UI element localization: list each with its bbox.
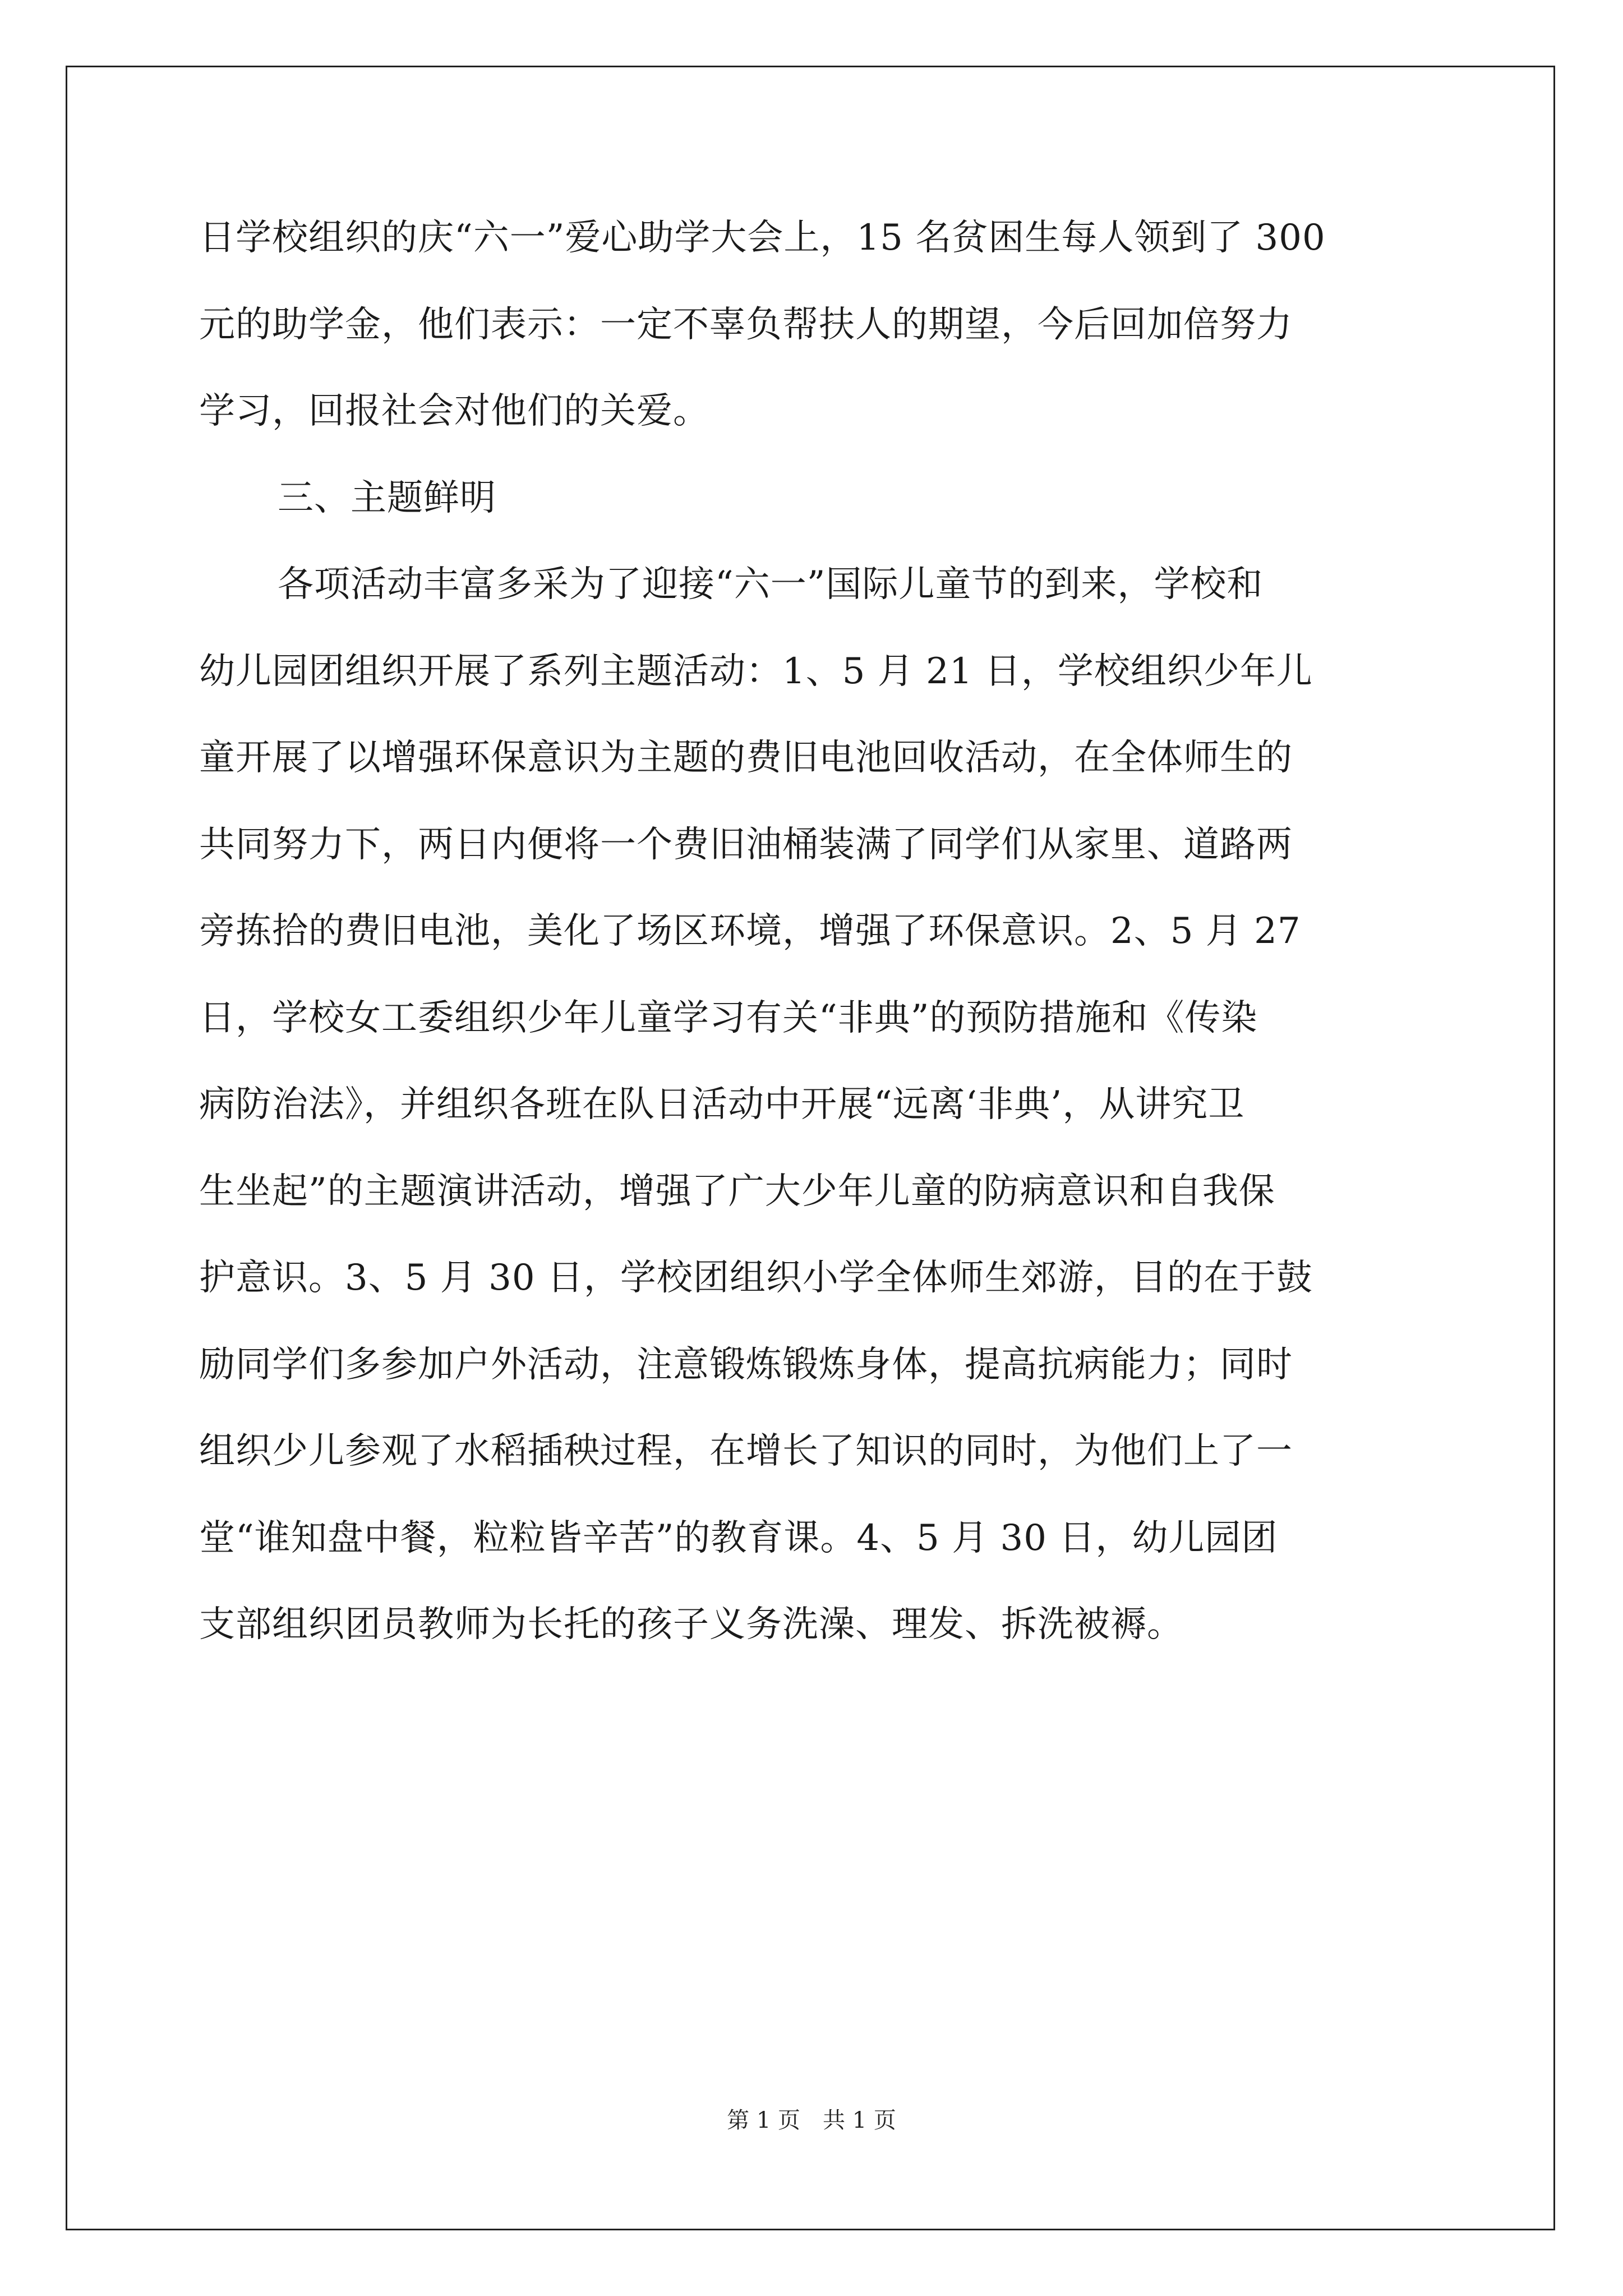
text-line-8: 共同努力下，两日内便将一个费旧油桶装满了同学们从家里、道路两 xyxy=(199,823,1293,866)
text-line-7: 童开展了以增强环保意识为主题的费旧电池回收活动，在全体师生的 xyxy=(199,737,1293,779)
text-line-10: 日，学校女工委组织少年儿童学习有关“非典”的预防措施和《传染 xyxy=(199,997,1258,1039)
text-line-14: 励同学们多参加户外活动，注意锻炼锻炼身体，提高抗病能力；同时 xyxy=(199,1343,1293,1386)
document-body xyxy=(199,217,1422,1694)
text-line-9: 旁拣拾的费旧电池，美化了场区环境，增强了环保意识。2、5 月 27 xyxy=(199,910,1301,952)
text-line-17: 支部组织团员教师为长托的孩子义务洗澡、理发、拆洗被褥。 xyxy=(199,1604,1183,1645)
text-line-1: 日学校组织的庆“六一”爱心助学大会上，15 名贫困生每人领到了 300 xyxy=(199,217,1326,259)
text-line-12: 生坐起”的主题演讲活动，增强了广大少年儿童的防病意识和自我保 xyxy=(199,1170,1275,1212)
section-heading: 三、主题鲜明 xyxy=(278,477,496,519)
text-line-6: 幼儿园团组织开展了系列主题活动：1、5 月 21 日，学校组织少年儿 xyxy=(199,650,1313,692)
text-line-15: 组织少儿参观了水稻插秧过程，在增长了知识的同时，为他们上了一 xyxy=(199,1430,1293,1472)
text-line-2: 元的助学金，他们表示：一定不辜负帮扶人的期望，今后回加倍努力 xyxy=(199,303,1293,346)
text-line-5: 各项活动丰富多采为了迎接“六一”国际儿童节的到来，学校和 xyxy=(278,564,1264,605)
page-footer: 第 1 页 共 1 页 xyxy=(727,2108,896,2133)
text-line-13: 护意识。3、5 月 30 日，学校团组织小学全体师生郊游，目的在于鼓 xyxy=(199,1257,1313,1299)
text-line-16: 堂“谁知盘中餐，粒粒皆辛苦”的教育课。4、5 月 30 日，幼儿园团 xyxy=(199,1517,1278,1559)
text-line-11: 病防治法》，并组织各班在队日活动中开展“远离‘非典’，从讲究卫 xyxy=(199,1084,1245,1125)
text-line-3: 学习，回报社会对他们的关爱。 xyxy=(199,390,709,432)
